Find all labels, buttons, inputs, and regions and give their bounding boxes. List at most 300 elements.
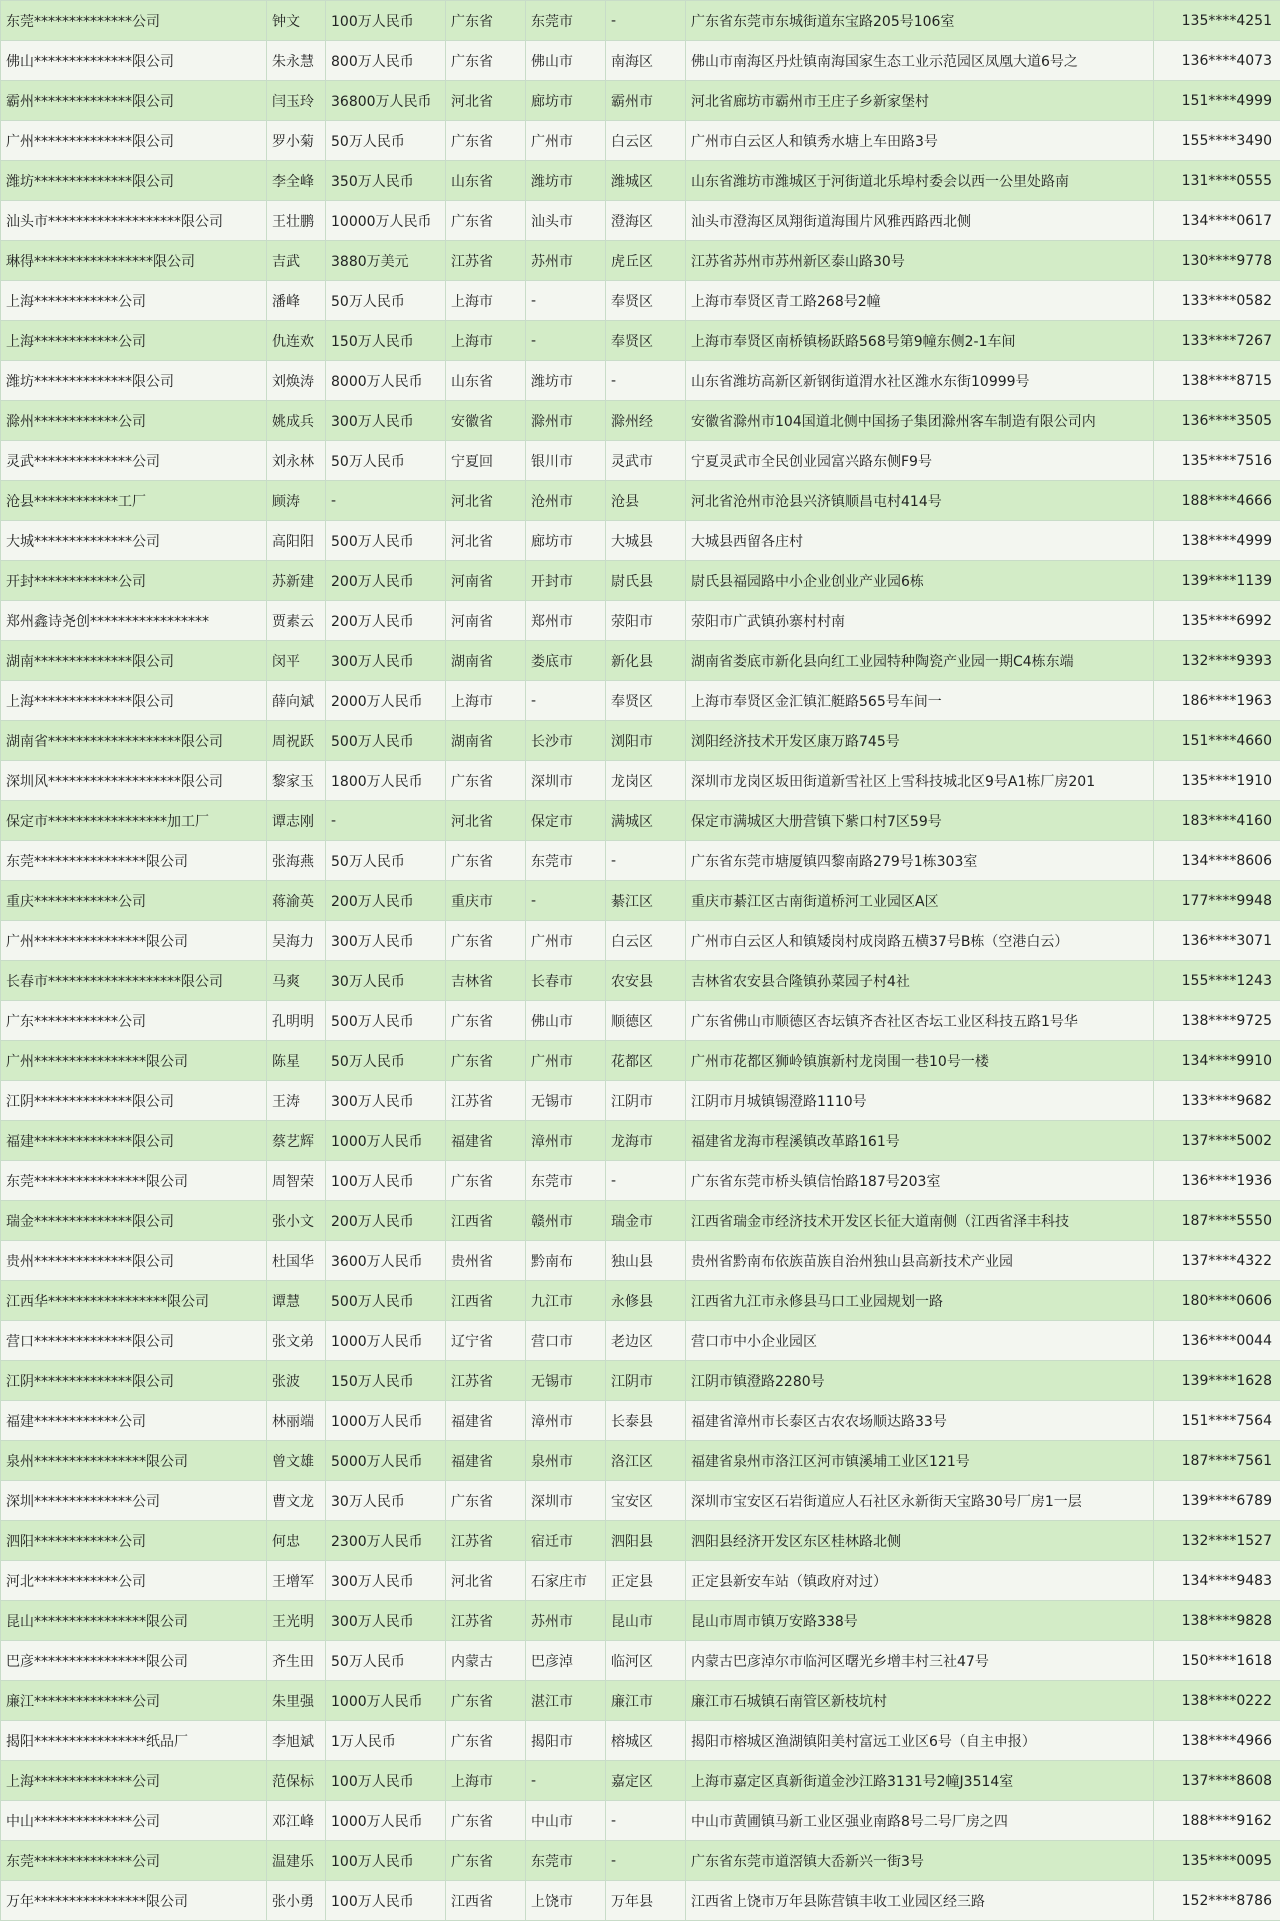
company-name-cell: 廉江**************公司 bbox=[1, 1681, 267, 1721]
table-row bbox=[1, 1601, 1280, 1641]
phone-cell: 151****4660 bbox=[1154, 721, 1280, 761]
company-name-cell: 泗阳************公司 bbox=[1, 1521, 267, 1561]
district-cell: 独山县 bbox=[606, 1241, 686, 1281]
address-cell: 广东省东莞市塘厦镇四黎南路279号1栋303室 bbox=[686, 841, 1154, 881]
province-cell: 广东省 bbox=[446, 1721, 526, 1761]
city-cell: 开封市 bbox=[526, 561, 606, 601]
address-cell: 上海市奉贤区南桥镇杨跃路568号第9幢东侧2-1车间 bbox=[686, 321, 1154, 361]
contact-name-cell: 薛向斌 bbox=[267, 681, 326, 721]
address-cell: 佛山市南海区丹灶镇南海国家生态工业示范园区凤凰大道6号之 bbox=[686, 41, 1154, 81]
phone-cell: 130****9778 bbox=[1154, 241, 1280, 281]
company-name-cell: 长春市*******************限公司 bbox=[1, 961, 267, 1001]
district-cell: 昆山市 bbox=[606, 1601, 686, 1641]
address-cell: 吉林省农安县合隆镇孙菜园子村4社 bbox=[686, 961, 1154, 1001]
province-cell: 广东省 bbox=[446, 841, 526, 881]
phone-cell: 133****0582 bbox=[1154, 281, 1280, 321]
table-row bbox=[1, 521, 1280, 561]
company-name-cell: 江西华*****************限公司 bbox=[1, 1281, 267, 1321]
contact-name-cell: 仇连欢 bbox=[267, 321, 326, 361]
phone-cell: 136****3505 bbox=[1154, 401, 1280, 441]
district-cell: 綦江区 bbox=[606, 881, 686, 921]
capital-cell: 200万人民币 bbox=[326, 561, 446, 601]
province-cell: 内蒙古 bbox=[446, 1641, 526, 1681]
table-row bbox=[1, 1081, 1280, 1121]
city-cell: 深圳市 bbox=[526, 761, 606, 801]
province-cell: 广东省 bbox=[446, 1001, 526, 1041]
capital-cell: 100万人民币 bbox=[326, 1761, 446, 1801]
contact-name-cell: 刘永林 bbox=[267, 441, 326, 481]
province-cell: 广东省 bbox=[446, 1, 526, 41]
city-cell: 廊坊市 bbox=[526, 81, 606, 121]
table-row bbox=[1, 1561, 1280, 1601]
address-cell: 广东省东莞市东城街道东宝路205号106室 bbox=[686, 1, 1154, 41]
phone-cell: 135****7516 bbox=[1154, 441, 1280, 481]
city-cell: 沧州市 bbox=[526, 481, 606, 521]
province-cell: 河南省 bbox=[446, 561, 526, 601]
capital-cell: 1万人民币 bbox=[326, 1721, 446, 1761]
address-cell: 营口市中小企业园区 bbox=[686, 1321, 1154, 1361]
district-cell: 顺德区 bbox=[606, 1001, 686, 1041]
capital-cell: 300万人民币 bbox=[326, 1561, 446, 1601]
district-cell: - bbox=[606, 841, 686, 881]
capital-cell: 500万人民币 bbox=[326, 1001, 446, 1041]
phone-cell: 155****3490 bbox=[1154, 121, 1280, 161]
table-row bbox=[1, 1041, 1280, 1081]
table-row bbox=[1, 1401, 1280, 1441]
phone-cell: 132****1527 bbox=[1154, 1521, 1280, 1561]
district-cell: 龙海市 bbox=[606, 1121, 686, 1161]
district-cell: 洛江区 bbox=[606, 1441, 686, 1481]
city-cell: 东莞市 bbox=[526, 841, 606, 881]
address-cell: 深圳市龙岗区坂田街道新雪社区上雪科技城北区9号A1栋厂房201 bbox=[686, 761, 1154, 801]
address-cell: 山东省潍坊市潍城区于河街道北乐埠村委会以西一公里处路南 bbox=[686, 161, 1154, 201]
table-row bbox=[1, 161, 1280, 201]
company-name-cell: 霸州**************限公司 bbox=[1, 81, 267, 121]
province-cell: 河北省 bbox=[446, 801, 526, 841]
capital-cell: 300万人民币 bbox=[326, 641, 446, 681]
district-cell: 万年县 bbox=[606, 1881, 686, 1921]
contact-name-cell: 周智荣 bbox=[267, 1161, 326, 1201]
table-row bbox=[1, 841, 1280, 881]
capital-cell: 50万人民币 bbox=[326, 281, 446, 321]
province-cell: 江西省 bbox=[446, 1201, 526, 1241]
contact-name-cell: 马爽 bbox=[267, 961, 326, 1001]
district-cell: 滁州经 bbox=[606, 401, 686, 441]
contact-name-cell: 谭志刚 bbox=[267, 801, 326, 841]
city-cell: 汕头市 bbox=[526, 201, 606, 241]
contact-name-cell: 蒋渝英 bbox=[267, 881, 326, 921]
district-cell: 廉江市 bbox=[606, 1681, 686, 1721]
company-name-cell: 营口**************限公司 bbox=[1, 1321, 267, 1361]
capital-cell: 350万人民币 bbox=[326, 161, 446, 201]
address-cell: 宁夏灵武市全民创业园富兴路东侧F9号 bbox=[686, 441, 1154, 481]
province-cell: 江苏省 bbox=[446, 1361, 526, 1401]
table-row bbox=[1, 641, 1280, 681]
province-cell: 河北省 bbox=[446, 1561, 526, 1601]
city-cell: 滁州市 bbox=[526, 401, 606, 441]
phone-cell: 139****1139 bbox=[1154, 561, 1280, 601]
table-row bbox=[1, 1801, 1280, 1841]
address-cell: 深圳市宝安区石岩街道应人石社区永新街天宝路30号厂房1一层 bbox=[686, 1481, 1154, 1521]
city-cell: - bbox=[526, 681, 606, 721]
company-name-cell: 上海************公司 bbox=[1, 321, 267, 361]
province-cell: 广东省 bbox=[446, 1841, 526, 1881]
capital-cell: 8000万人民币 bbox=[326, 361, 446, 401]
city-cell: 九江市 bbox=[526, 1281, 606, 1321]
district-cell: 大城县 bbox=[606, 521, 686, 561]
table-row bbox=[1, 281, 1280, 321]
table-row bbox=[1, 81, 1280, 121]
company-name-cell: 揭阳****************纸品厂 bbox=[1, 1721, 267, 1761]
company-name-cell: 广州****************限公司 bbox=[1, 1041, 267, 1081]
company-name-cell: 汕头市*******************限公司 bbox=[1, 201, 267, 241]
province-cell: 吉林省 bbox=[446, 961, 526, 1001]
city-cell: 东莞市 bbox=[526, 1, 606, 41]
city-cell: 泉州市 bbox=[526, 1441, 606, 1481]
phone-cell: 139****1628 bbox=[1154, 1361, 1280, 1401]
phone-cell: 132****9393 bbox=[1154, 641, 1280, 681]
city-cell: 石家庄市 bbox=[526, 1561, 606, 1601]
phone-cell: 137****8608 bbox=[1154, 1761, 1280, 1801]
table-row bbox=[1, 41, 1280, 81]
company-name-cell: 贵州**************限公司 bbox=[1, 1241, 267, 1281]
city-cell: - bbox=[526, 281, 606, 321]
company-name-cell: 佛山**************限公司 bbox=[1, 41, 267, 81]
phone-cell: 151****4999 bbox=[1154, 81, 1280, 121]
capital-cell: 30万人民币 bbox=[326, 961, 446, 1001]
district-cell: 农安县 bbox=[606, 961, 686, 1001]
company-name-cell: 巴彦****************限公司 bbox=[1, 1641, 267, 1681]
address-cell: 廉江市石城镇石南管区新枝坑村 bbox=[686, 1681, 1154, 1721]
city-cell: 佛山市 bbox=[526, 41, 606, 81]
company-name-cell: 河北************公司 bbox=[1, 1561, 267, 1601]
address-cell: 广州市白云区人和镇矮岗村成岗路五横37号B栋（空港白云） bbox=[686, 921, 1154, 961]
contact-name-cell: 潘峰 bbox=[267, 281, 326, 321]
district-cell: 瑞金市 bbox=[606, 1201, 686, 1241]
district-cell: 嘉定区 bbox=[606, 1761, 686, 1801]
company-name-cell: 深圳风*******************限公司 bbox=[1, 761, 267, 801]
phone-cell: 138****9725 bbox=[1154, 1001, 1280, 1041]
city-cell: 上饶市 bbox=[526, 1881, 606, 1921]
contact-name-cell: 罗小菊 bbox=[267, 121, 326, 161]
company-name-cell: 广东************公司 bbox=[1, 1001, 267, 1041]
contact-name-cell: 张文弟 bbox=[267, 1321, 326, 1361]
phone-cell: 152****8786 bbox=[1154, 1881, 1280, 1921]
company-name-cell: 保定市*****************加工厂 bbox=[1, 801, 267, 841]
city-cell: 深圳市 bbox=[526, 1481, 606, 1521]
city-cell: 湛江市 bbox=[526, 1681, 606, 1721]
company-name-cell: 福建**************限公司 bbox=[1, 1121, 267, 1161]
address-cell: 江西省上饶市万年县陈营镇丰收工业园区经三路 bbox=[686, 1881, 1154, 1921]
city-cell: 漳州市 bbox=[526, 1121, 606, 1161]
address-cell: 江阴市镇澄路2280号 bbox=[686, 1361, 1154, 1401]
province-cell: 上海市 bbox=[446, 281, 526, 321]
table-row bbox=[1, 721, 1280, 761]
province-cell: 上海市 bbox=[446, 1761, 526, 1801]
district-cell: 临河区 bbox=[606, 1641, 686, 1681]
contact-name-cell: 曾文雄 bbox=[267, 1441, 326, 1481]
district-cell: 榕城区 bbox=[606, 1721, 686, 1761]
capital-cell: 50万人民币 bbox=[326, 121, 446, 161]
address-cell: 广东省东莞市道滘镇大岙新兴一街3号 bbox=[686, 1841, 1154, 1881]
table-row bbox=[1, 1881, 1280, 1921]
city-cell: 东莞市 bbox=[526, 1161, 606, 1201]
province-cell: 重庆市 bbox=[446, 881, 526, 921]
phone-cell: 136****4073 bbox=[1154, 41, 1280, 81]
city-cell: 营口市 bbox=[526, 1321, 606, 1361]
district-cell: 白云区 bbox=[606, 121, 686, 161]
address-cell: 江阴市月城镇锡澄路1110号 bbox=[686, 1081, 1154, 1121]
contact-name-cell: 朱永慧 bbox=[267, 41, 326, 81]
district-cell: - bbox=[606, 1161, 686, 1201]
city-cell: 长沙市 bbox=[526, 721, 606, 761]
contact-name-cell: 钟文 bbox=[267, 1, 326, 41]
phone-cell: 131****0555 bbox=[1154, 161, 1280, 201]
table-row bbox=[1, 1241, 1280, 1281]
capital-cell: 200万人民币 bbox=[326, 601, 446, 641]
city-cell: 苏州市 bbox=[526, 1601, 606, 1641]
contact-name-cell: 闫玉玲 bbox=[267, 81, 326, 121]
contact-name-cell: 李旭斌 bbox=[267, 1721, 326, 1761]
contact-name-cell: 高阳阳 bbox=[267, 521, 326, 561]
capital-cell: 50万人民币 bbox=[326, 841, 446, 881]
capital-cell: 100万人民币 bbox=[326, 1881, 446, 1921]
phone-cell: 138****0222 bbox=[1154, 1681, 1280, 1721]
district-cell: 长泰县 bbox=[606, 1401, 686, 1441]
phone-cell: 138****4999 bbox=[1154, 521, 1280, 561]
table-row bbox=[1, 321, 1280, 361]
contact-name-cell: 孔明明 bbox=[267, 1001, 326, 1041]
province-cell: 江苏省 bbox=[446, 1521, 526, 1561]
contact-name-cell: 杜国华 bbox=[267, 1241, 326, 1281]
address-cell: 汕头市澄海区凤翔街道海围片风雅西路西北侧 bbox=[686, 201, 1154, 241]
capital-cell: 3880万美元 bbox=[326, 241, 446, 281]
address-cell: 大城县西留各庄村 bbox=[686, 521, 1154, 561]
city-cell: 巴彦淖 bbox=[526, 1641, 606, 1681]
address-cell: 河北省廊坊市霸州市王庄子乡新家堡村 bbox=[686, 81, 1154, 121]
phone-cell: 183****4160 bbox=[1154, 801, 1280, 841]
province-cell: 湖南省 bbox=[446, 721, 526, 761]
district-cell: 荥阳市 bbox=[606, 601, 686, 641]
city-cell: 揭阳市 bbox=[526, 1721, 606, 1761]
address-cell: 上海市嘉定区真新街道金沙江路3131号2幢J3514室 bbox=[686, 1761, 1154, 1801]
phone-cell: 133****7267 bbox=[1154, 321, 1280, 361]
city-cell: 银川市 bbox=[526, 441, 606, 481]
phone-cell: 135****6992 bbox=[1154, 601, 1280, 641]
province-cell: 山东省 bbox=[446, 361, 526, 401]
address-cell: 揭阳市榕城区渔湖镇阳美村富远工业区6号（自主申报） bbox=[686, 1721, 1154, 1761]
capital-cell: 10000万人民币 bbox=[326, 201, 446, 241]
province-cell: 广东省 bbox=[446, 41, 526, 81]
table-row bbox=[1, 961, 1280, 1001]
district-cell: 尉氏县 bbox=[606, 561, 686, 601]
address-cell: 江苏省苏州市苏州新区泰山路30号 bbox=[686, 241, 1154, 281]
phone-cell: 187****7561 bbox=[1154, 1441, 1280, 1481]
province-cell: 广东省 bbox=[446, 1161, 526, 1201]
address-cell: 广东省东莞市桥头镇信怡路187号203室 bbox=[686, 1161, 1154, 1201]
city-cell: 苏州市 bbox=[526, 241, 606, 281]
address-cell: 贵州省黔南布依族苗族自治州独山县高新技术产业园 bbox=[686, 1241, 1154, 1281]
district-cell: 澄海区 bbox=[606, 201, 686, 241]
company-name-cell: 开封************公司 bbox=[1, 561, 267, 601]
district-cell: 老边区 bbox=[606, 1321, 686, 1361]
table-row bbox=[1, 881, 1280, 921]
city-cell: 潍坊市 bbox=[526, 361, 606, 401]
company-name-cell: 瑞金**************限公司 bbox=[1, 1201, 267, 1241]
phone-cell: 135****1910 bbox=[1154, 761, 1280, 801]
contact-name-cell: 刘焕涛 bbox=[267, 361, 326, 401]
address-cell: 广州市白云区人和镇秀水塘上车田路3号 bbox=[686, 121, 1154, 161]
table-row bbox=[1, 1281, 1280, 1321]
province-cell: 广东省 bbox=[446, 1481, 526, 1521]
contact-name-cell: 吴海力 bbox=[267, 921, 326, 961]
city-cell: 黔南布 bbox=[526, 1241, 606, 1281]
company-name-cell: 灵武**************公司 bbox=[1, 441, 267, 481]
district-cell: 潍城区 bbox=[606, 161, 686, 201]
city-cell: 保定市 bbox=[526, 801, 606, 841]
district-cell: 虎丘区 bbox=[606, 241, 686, 281]
capital-cell: 500万人民币 bbox=[326, 1281, 446, 1321]
table-row bbox=[1, 241, 1280, 281]
table-row bbox=[1, 1121, 1280, 1161]
company-name-cell: 潍坊**************限公司 bbox=[1, 361, 267, 401]
capital-cell: 1000万人民币 bbox=[326, 1321, 446, 1361]
capital-cell: 1000万人民币 bbox=[326, 1121, 446, 1161]
address-cell: 江西省九江市永修县马口工业园规划一路 bbox=[686, 1281, 1154, 1321]
company-name-cell: 东莞**************公司 bbox=[1, 1, 267, 41]
contact-name-cell: 王增军 bbox=[267, 1561, 326, 1601]
capital-cell: - bbox=[326, 481, 446, 521]
district-cell: - bbox=[606, 361, 686, 401]
capital-cell: 50万人民币 bbox=[326, 441, 446, 481]
table-row bbox=[1, 561, 1280, 601]
city-cell: 赣州市 bbox=[526, 1201, 606, 1241]
table-row bbox=[1, 1641, 1280, 1681]
province-cell: 福建省 bbox=[446, 1441, 526, 1481]
table-row bbox=[1, 361, 1280, 401]
province-cell: 安徽省 bbox=[446, 401, 526, 441]
district-cell: 永修县 bbox=[606, 1281, 686, 1321]
address-cell: 中山市黄圃镇马新工业区强业南路8号二号厂房之四 bbox=[686, 1801, 1154, 1841]
contact-name-cell: 周祝跃 bbox=[267, 721, 326, 761]
city-cell: 廊坊市 bbox=[526, 521, 606, 561]
district-cell: 江阴市 bbox=[606, 1081, 686, 1121]
phone-cell: 137****4322 bbox=[1154, 1241, 1280, 1281]
province-cell: 广东省 bbox=[446, 121, 526, 161]
company-name-cell: 上海************公司 bbox=[1, 281, 267, 321]
phone-cell: 134****0617 bbox=[1154, 201, 1280, 241]
table-row bbox=[1, 1721, 1280, 1761]
table-row bbox=[1, 1521, 1280, 1561]
contact-name-cell: 范保标 bbox=[267, 1761, 326, 1801]
province-cell: 福建省 bbox=[446, 1121, 526, 1161]
district-cell: 奉贤区 bbox=[606, 321, 686, 361]
city-cell: 佛山市 bbox=[526, 1001, 606, 1041]
capital-cell: 2300万人民币 bbox=[326, 1521, 446, 1561]
contact-name-cell: 温建乐 bbox=[267, 1841, 326, 1881]
district-cell: 正定县 bbox=[606, 1561, 686, 1601]
phone-cell: 134****9483 bbox=[1154, 1561, 1280, 1601]
capital-cell: 3600万人民币 bbox=[326, 1241, 446, 1281]
province-cell: 上海市 bbox=[446, 321, 526, 361]
phone-cell: 151****7564 bbox=[1154, 1401, 1280, 1441]
table-row bbox=[1, 1841, 1280, 1881]
phone-cell: 136****3071 bbox=[1154, 921, 1280, 961]
district-cell: - bbox=[606, 1, 686, 41]
district-cell: 新化县 bbox=[606, 641, 686, 681]
province-cell: 贵州省 bbox=[446, 1241, 526, 1281]
contact-name-cell: 黎家玉 bbox=[267, 761, 326, 801]
contact-name-cell: 张海燕 bbox=[267, 841, 326, 881]
company-name-cell: 潍坊**************限公司 bbox=[1, 161, 267, 201]
phone-cell: 136****0044 bbox=[1154, 1321, 1280, 1361]
capital-cell: 200万人民币 bbox=[326, 881, 446, 921]
table-row bbox=[1, 1, 1280, 41]
contact-name-cell: 贾素云 bbox=[267, 601, 326, 641]
city-cell: 宿迁市 bbox=[526, 1521, 606, 1561]
company-name-cell: 湖南省*******************限公司 bbox=[1, 721, 267, 761]
address-cell: 湖南省娄底市新化县向红工业园特种陶瓷产业园一期C4栋东端 bbox=[686, 641, 1154, 681]
company-name-cell: 上海**************公司 bbox=[1, 1761, 267, 1801]
province-cell: 广东省 bbox=[446, 921, 526, 961]
address-cell: 福建省泉州市洛江区河市镇溪埔工业区121号 bbox=[686, 1441, 1154, 1481]
province-cell: 宁夏回 bbox=[446, 441, 526, 481]
contact-name-cell: 陈星 bbox=[267, 1041, 326, 1081]
capital-cell: 150万人民币 bbox=[326, 1361, 446, 1401]
capital-cell: 100万人民币 bbox=[326, 1, 446, 41]
address-cell: 浏阳经济技术开发区康万路745号 bbox=[686, 721, 1154, 761]
company-name-cell: 广州**************限公司 bbox=[1, 121, 267, 161]
capital-cell: 800万人民币 bbox=[326, 41, 446, 81]
phone-cell: 135****0095 bbox=[1154, 1841, 1280, 1881]
company-name-cell: 琳得*****************限公司 bbox=[1, 241, 267, 281]
company-name-cell: 东莞**************公司 bbox=[1, 1841, 267, 1881]
company-name-cell: 泉州****************限公司 bbox=[1, 1441, 267, 1481]
address-cell: 正定县新安车站（镇政府对过） bbox=[686, 1561, 1154, 1601]
address-cell: 荥阳市广武镇孙寨村村南 bbox=[686, 601, 1154, 641]
contact-name-cell: 何忠 bbox=[267, 1521, 326, 1561]
capital-cell: 2000万人民币 bbox=[326, 681, 446, 721]
table-row bbox=[1, 121, 1280, 161]
province-cell: 湖南省 bbox=[446, 641, 526, 681]
address-cell: 内蒙古巴彦淖尔市临河区曙光乡增丰村三社47号 bbox=[686, 1641, 1154, 1681]
province-cell: 广东省 bbox=[446, 1041, 526, 1081]
capital-cell: 50万人民币 bbox=[326, 1641, 446, 1681]
capital-cell: 300万人民币 bbox=[326, 1601, 446, 1641]
capital-cell: 50万人民币 bbox=[326, 1041, 446, 1081]
capital-cell: 5000万人民币 bbox=[326, 1441, 446, 1481]
phone-cell: 155****1243 bbox=[1154, 961, 1280, 1001]
district-cell: - bbox=[606, 1841, 686, 1881]
phone-cell: 134****9910 bbox=[1154, 1041, 1280, 1081]
district-cell: 宝安区 bbox=[606, 1481, 686, 1521]
phone-cell: 138****8715 bbox=[1154, 361, 1280, 401]
contact-name-cell: 齐生田 bbox=[267, 1641, 326, 1681]
capital-cell: 200万人民币 bbox=[326, 1201, 446, 1241]
table-row bbox=[1, 1761, 1280, 1801]
address-cell: 重庆市綦江区古南街道桥河工业园区A区 bbox=[686, 881, 1154, 921]
city-cell: 中山市 bbox=[526, 1801, 606, 1841]
district-cell: 白云区 bbox=[606, 921, 686, 961]
province-cell: 上海市 bbox=[446, 681, 526, 721]
phone-cell: 134****8606 bbox=[1154, 841, 1280, 881]
table-row bbox=[1, 601, 1280, 641]
province-cell: 河北省 bbox=[446, 521, 526, 561]
district-cell: 浏阳市 bbox=[606, 721, 686, 761]
contact-name-cell: 朱里强 bbox=[267, 1681, 326, 1721]
district-cell: 泗阳县 bbox=[606, 1521, 686, 1561]
district-cell: 花都区 bbox=[606, 1041, 686, 1081]
